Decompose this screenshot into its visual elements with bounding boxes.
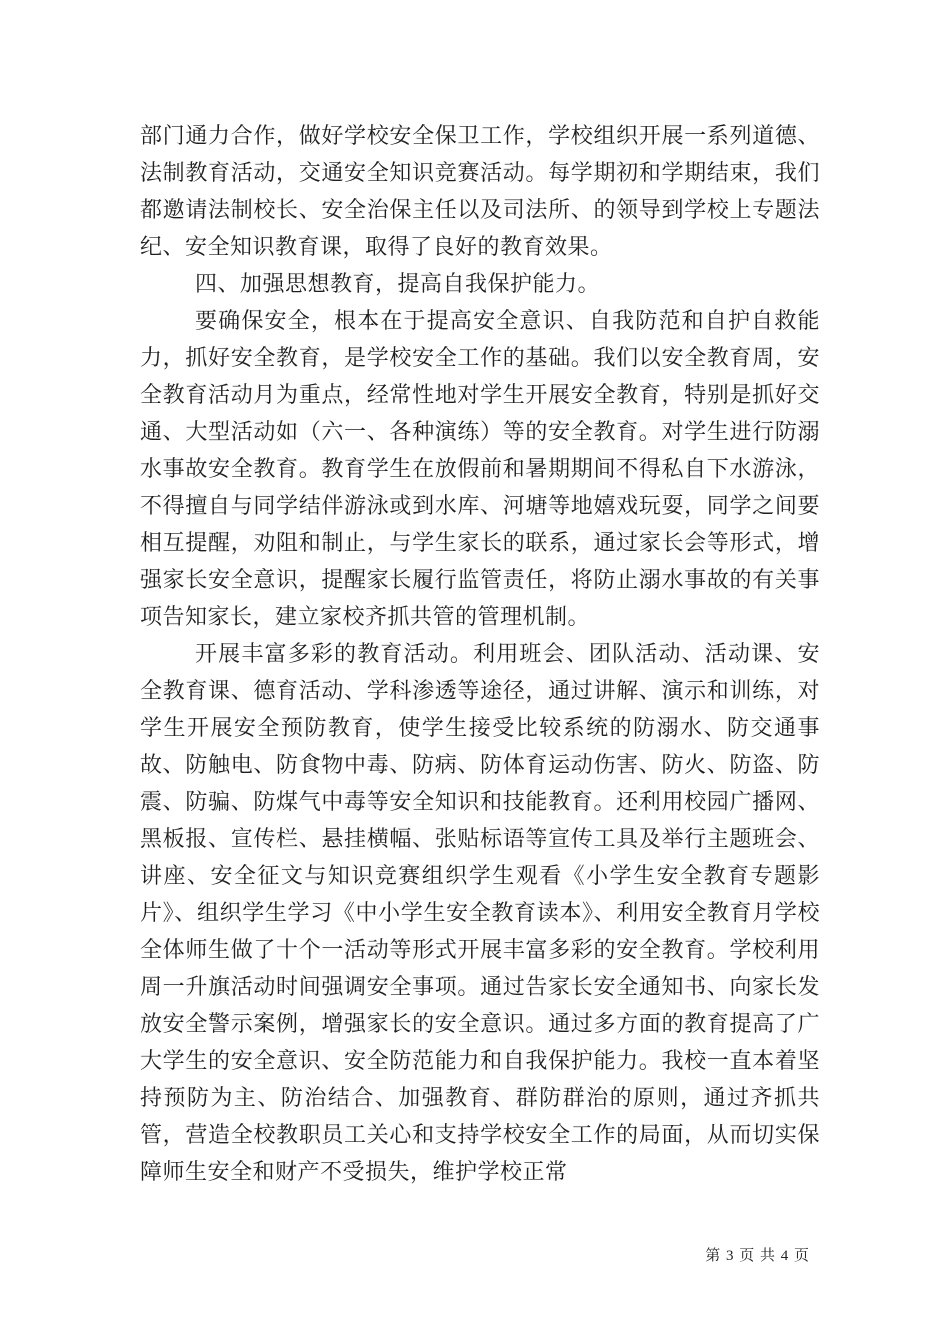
paragraph-activities: 开展丰富多彩的教育活动。利用班会、团队活动、活动课、安全教育课、德育活动、学科渗透等途径，通过讲解、演示和训练，对学生开展安全预防教育，使学生接受比较系统的防溺水、防交通事故、防触电、防食物中毒、防病、防体育运动伤害、防火、防盗、防震、防骗、防煤气中毒等安全知识和技能教育。还利用校园广播网、黑板报、宣传栏、悬挂横幅、张贴标语等宣传工具及举行主题班会、讲座、安全征文与知识竞赛组织学生观看《小学生安全教育专题影片》、组织学生学习《中小学生安全教育读本》、利用安全教育月学校全体师生做了十个一活动等形式开展丰富多彩的安全教育。学校利用周一升旗活动时间强调安全事项。通过告家长安全通知书、向家长发放安全警示案例，增强家长的安全意识。通过多方面的教育提高了广大学生的安全意识、安全防范能力和自我保护能力。我校一直本着坚持预防为主、防治结合、加强教育、群防群治的原则，通过齐抓共管，营造全校教职员工关心和支持学校安全工作的局面，从而切实保障师生安全和财产不受损失，维护学校正常 bbox=[140, 641, 820, 1184]
section-heading: 四、加强思想教育，提高自我保护能力。 bbox=[195, 271, 601, 296]
paragraph-safety-education: 要确保安全，根本在于提高安全意识、自我防范和自护自救能力，抓好安全教育，是学校安全工作的基础。我们以安全教育周，安全教育活动月为重点，经常性地对学生开展安全教育，特别是抓好交通、大型活动如（六一、各种演练）等的安全教育。对学生进行防溺水事故安全教育。教育学生在放假前和暑期期间不得私自下水游泳，不得擅自与同学结伴游泳或到水库、河塘等地嬉戏玩耍，同学之间要相互提醒，劝阻和制止，与学生家长的联系，通过家长会等形式，增强家长安全意识，提醒家长履行监管责任，将防止溺水事故的有关事项告知家长，建立家校齐抓共管的管理机制。 bbox=[140, 308, 820, 629]
page-number-label: 第 3 页 共 4 页 bbox=[705, 1248, 810, 1264]
document-body bbox=[140, 117, 820, 1190]
paragraph-continuation: 部门通力合作，做好学校安全保卫工作，学校组织开展一系列道德、法制教育活动，交通安全知识竞赛活动。每学期初和学期结束，我们都邀请法制校长、安全治保主任以及司法所、的领导到学校上专题法纪、安全知识教育课，取得了良好的教育效果。 bbox=[140, 123, 820, 259]
page-footer bbox=[705, 1244, 810, 1265]
